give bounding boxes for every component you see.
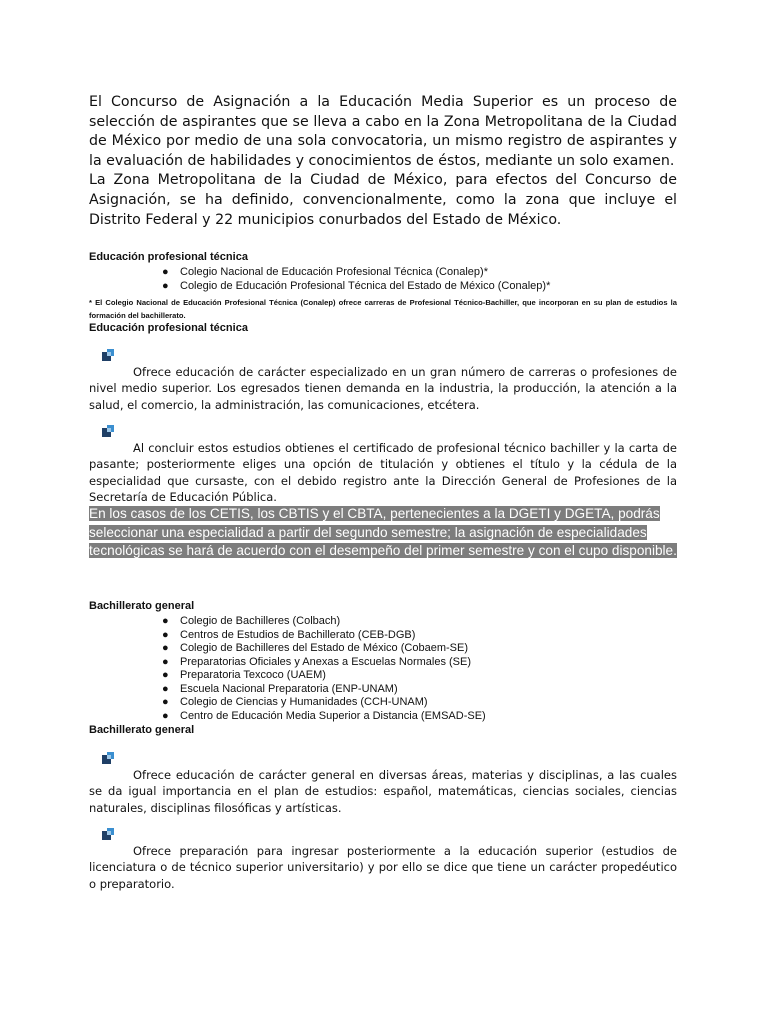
- bullet-icon: ●: [162, 682, 169, 695]
- list-item: ● Centro de Educación Media Superior a Distancia (EMSAD-SE): [162, 709, 486, 722]
- bullet-icon: ●: [162, 279, 169, 292]
- bullet-square-icon: [100, 827, 116, 843]
- bullet-icon: ●: [162, 696, 169, 708]
- footnote: * El Colegio Nacional de Educación Profesional Técnica (Conalep) ofrece carreras de Profesional Técnico-Bachiller, que incorporan en su plan de estudios la formación del bachillerato.: [89, 298, 677, 320]
- list-item: ● Colegio Nacional de Educación Profesional Técnica (Conalep)*: [162, 266, 488, 278]
- bullet-icon: ●: [162, 628, 169, 641]
- list-item: ● Colegio de Bachilleres del Estado de México (Cobaem-SE): [162, 642, 468, 654]
- heading-general: Bachillerato general: [89, 600, 195, 612]
- list-item: ● Colegio de Ciencias y Humanidades (CCH-UNAM): [162, 696, 428, 708]
- intro-paragraph-1: El Concurso de Asignación a la Educación Media Superior es un proceso de selección de aspirantes que se lleva a cabo en la Zona Metropolitana de la Ciudad de México por medio de una sola convocatoria, un mismo registro de aspirantes y la evaluación de habilidades y conocimientos de éstos, mediante un solo examen.: [89, 94, 677, 169]
- general-paragraph-2: Ofrece preparación para ingresar posteriormente a la educación superior (estudios de licenciatura o de técnico superior universitario) y por ello se dice que tiene un carácter propedéutico o preparatorio.: [89, 844, 677, 891]
- bullet-icon: ●: [162, 615, 169, 627]
- list-item: ● Colegio de Educación Profesional Técnica del Estado de México (Conalep)*: [162, 279, 551, 292]
- list-item: ● Escuela Nacional Preparatoria (ENP-UNAM): [162, 682, 398, 695]
- heading-general-2: Bachillerato general: [89, 724, 195, 736]
- bullet-icon: ●: [162, 709, 169, 722]
- bullet-icon: ●: [162, 642, 169, 654]
- list-item: ● Preparatoria Texcoco (UAEM): [162, 669, 326, 681]
- heading-tecnica-2: Educación profesional técnica: [89, 322, 248, 334]
- general-paragraph-1: Ofrece educación de carácter general en diversas áreas, materias y disciplinas, a las cuales se da igual importancia en el plan de estudios: español, matemáticas, ciencias sociales, ciencias naturales, disciplinas filosóficas y artísticas.: [89, 768, 677, 815]
- list-item: ● Colegio de Bachilleres (Colbach): [162, 615, 341, 627]
- heading-tecnica: Educación profesional técnica: [89, 251, 248, 263]
- bullet-square-icon: [100, 348, 116, 364]
- intro-paragraph-2: La Zona Metropolitana de la Ciudad de México, para efectos del Concurso de Asignación, se ha definido, convencionalmente, como la zona que incluye el Distrito Federal y 22 municipios conurbados del Estado de México.: [89, 172, 677, 228]
- intro-text: [89, 93, 677, 230]
- bullet-icon: ●: [162, 655, 169, 668]
- bullet-square-icon: [100, 751, 116, 767]
- bullet-icon: ●: [162, 669, 169, 681]
- general-list: [162, 615, 486, 723]
- bullet-icon: ●: [162, 266, 169, 278]
- highlighted-paragraph: En los casos de los CETIS, los CBTIS y el CBTA, pertenecientes a la DGETI y DGETA, podrás seleccionar una especialidad a partir del segundo semestre; la asignación de especialidades tecnológicas se hará de acuerdo con el desempeño del primer semestre y con el cupo disponible.: [89, 506, 677, 559]
- tecnica-paragraph-2: Al concluir estos estudios obtienes el certificado de profesional técnico bachiller y la carta de pasante; posteriormente eliges una opción de titulación y obtienes el título y la cédula de la especialidad que cursaste, con el debido registro ante la Dirección General de Profesiones de la Secretaría de Educación Pública.: [89, 441, 677, 504]
- tecnica-list: [162, 266, 550, 293]
- list-item: ● Centros de Estudios de Bachillerato (CEB-DGB): [162, 628, 416, 641]
- list-item: ● Preparatorias Oficiales y Anexas a Escuelas Normales (SE): [162, 655, 472, 668]
- bullet-square-icon: [100, 424, 116, 440]
- tecnica-paragraph-1: Ofrece educación de carácter especializado en un gran número de carreras o profesiones de nivel medio superior. Los egresados tienen demanda en la industria, la producción, la atención a la salud, el comercio, la administración, las comunicaciones, etcétera.: [89, 365, 677, 412]
